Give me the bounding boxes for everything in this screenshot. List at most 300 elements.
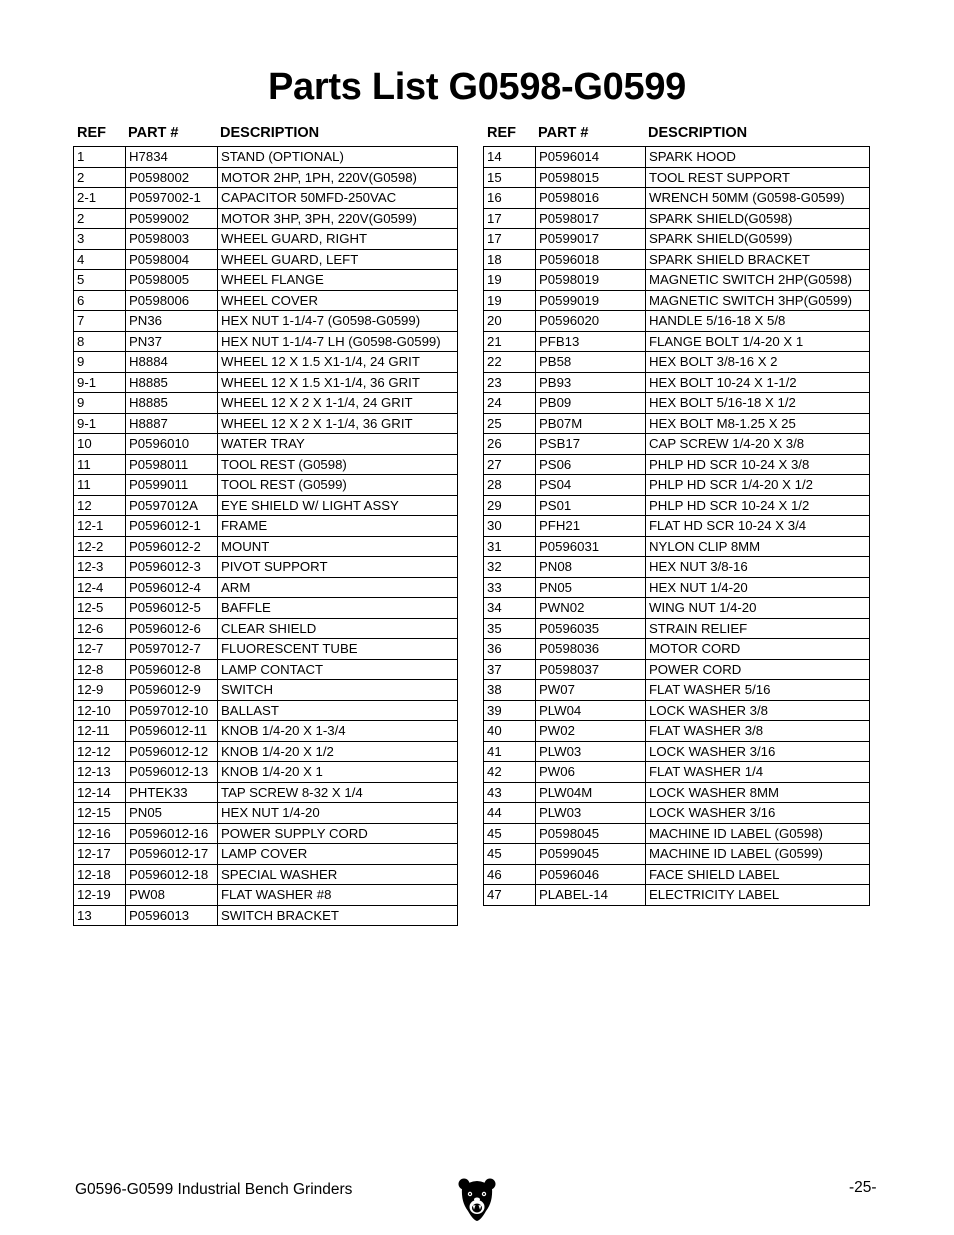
description-cell: ARM <box>218 577 458 598</box>
part-number-cell: PN36 <box>126 311 218 332</box>
part-number-cell: PS01 <box>536 495 646 516</box>
part-number-cell: P0596012-12 <box>126 741 218 762</box>
table-row <box>74 311 458 332</box>
ref-cell: 19 <box>484 290 536 311</box>
description-cell: LOCK WASHER 8MM <box>646 782 870 803</box>
ref-cell: 26 <box>484 434 536 455</box>
table-row <box>484 475 870 496</box>
description-cell: WING NUT 1/4-20 <box>646 598 870 619</box>
table-row <box>74 905 458 926</box>
part-number-cell: P0599011 <box>126 475 218 496</box>
description-cell: LAMP COVER <box>218 844 458 865</box>
table-row <box>484 516 870 537</box>
ref-cell: 12-18 <box>74 864 126 885</box>
table-row <box>74 536 458 557</box>
ref-cell: 12-5 <box>74 598 126 619</box>
description-cell: KNOB 1/4-20 X 1-3/4 <box>218 721 458 742</box>
description-cell: HEX NUT 1/4-20 <box>218 803 458 824</box>
description-cell: POWER SUPPLY CORD <box>218 823 458 844</box>
table-row <box>74 393 458 414</box>
part-number-cell: P0596012-13 <box>126 762 218 783</box>
part-number-cell: P0598005 <box>126 270 218 291</box>
table-row <box>484 598 870 619</box>
ref-cell: 9 <box>74 393 126 414</box>
part-number-cell: P0596012-2 <box>126 536 218 557</box>
ref-cell: 2 <box>74 208 126 229</box>
ref-cell: 12-1 <box>74 516 126 537</box>
part-number-cell: PSB17 <box>536 434 646 455</box>
description-cell: SWITCH BRACKET <box>218 905 458 926</box>
table-row <box>484 803 870 824</box>
ref-cell: 38 <box>484 680 536 701</box>
table-row <box>74 434 458 455</box>
table-row <box>484 393 870 414</box>
ref-cell: 44 <box>484 803 536 824</box>
table-row <box>74 229 458 250</box>
ref-cell: 18 <box>484 249 536 270</box>
description-cell: SPECIAL WASHER <box>218 864 458 885</box>
ref-cell: 27 <box>484 454 536 475</box>
description-cell: FRAME <box>218 516 458 537</box>
page-title: Parts List G0598-G0599 <box>268 66 686 108</box>
part-number-cell: PB93 <box>536 372 646 393</box>
ref-cell: 12-6 <box>74 618 126 639</box>
description-cell: FLAT HD SCR 10-24 X 3/4 <box>646 516 870 537</box>
table-row <box>74 639 458 660</box>
part-number-cell: P0596020 <box>536 311 646 332</box>
description-cell: LAMP CONTACT <box>218 659 458 680</box>
part-number-cell: P0598036 <box>536 639 646 660</box>
ref-cell: 12 <box>74 495 126 516</box>
ref-cell: 45 <box>484 844 536 865</box>
table-row <box>74 352 458 373</box>
table-row <box>74 885 458 906</box>
part-column-header: PART # <box>538 125 589 141</box>
ref-cell: 33 <box>484 577 536 598</box>
description-cell: FLUORESCENT TUBE <box>218 639 458 660</box>
part-number-cell: P0596012-11 <box>126 721 218 742</box>
part-number-cell: P0596035 <box>536 618 646 639</box>
part-number-cell: H8885 <box>126 393 218 414</box>
ref-cell: 20 <box>484 311 536 332</box>
description-cell: BAFFLE <box>218 598 458 619</box>
ref-cell: 6 <box>74 290 126 311</box>
table-row <box>74 372 458 393</box>
ref-cell: 28 <box>484 475 536 496</box>
table-row <box>484 659 870 680</box>
ref-cell: 37 <box>484 659 536 680</box>
table-row <box>74 577 458 598</box>
ref-cell: 12-10 <box>74 700 126 721</box>
table-row <box>74 721 458 742</box>
description-cell: NYLON CLIP 8MM <box>646 536 870 557</box>
part-number-cell: P0598003 <box>126 229 218 250</box>
ref-cell: 23 <box>484 372 536 393</box>
description-cell: SPARK HOOD <box>646 147 870 168</box>
description-column-header: DESCRIPTION <box>648 125 748 141</box>
table-row <box>484 885 870 906</box>
table-row <box>74 618 458 639</box>
description-cell: SPARK SHIELD BRACKET <box>646 249 870 270</box>
ref-cell: 40 <box>484 721 536 742</box>
table-row <box>484 557 870 578</box>
description-cell: FLAT WASHER #8 <box>218 885 458 906</box>
description-cell: ELECTRICITY LABEL <box>646 885 870 906</box>
ref-cell: 8 <box>74 331 126 352</box>
part-number-cell: P0599019 <box>536 290 646 311</box>
part-number-cell: P0598004 <box>126 249 218 270</box>
description-cell: KNOB 1/4-20 X 1 <box>218 762 458 783</box>
table-row <box>484 823 870 844</box>
ref-cell: 12-9 <box>74 680 126 701</box>
table-row <box>484 434 870 455</box>
description-cell: CAPACITOR 50MFD-250VAC <box>218 188 458 209</box>
ref-cell: 12-4 <box>74 577 126 598</box>
ref-cell: 9-1 <box>74 372 126 393</box>
description-cell: STRAIN RELIEF <box>646 618 870 639</box>
table-row <box>484 352 870 373</box>
description-cell: PIVOT SUPPORT <box>218 557 458 578</box>
table-row <box>74 557 458 578</box>
ref-cell: 12-7 <box>74 639 126 660</box>
part-number-cell: P0596013 <box>126 905 218 926</box>
part-number-cell: PW06 <box>536 762 646 783</box>
part-number-cell: PB09 <box>536 393 646 414</box>
part-number-cell: H8885 <box>126 372 218 393</box>
table-header <box>483 121 870 146</box>
ref-cell: 7 <box>74 311 126 332</box>
ref-cell: 9-1 <box>74 413 126 434</box>
parts-table-right <box>483 121 870 906</box>
table-row <box>74 782 458 803</box>
table-row <box>74 208 458 229</box>
ref-cell: 31 <box>484 536 536 557</box>
parts-table-left <box>73 121 458 926</box>
ref-cell: 35 <box>484 618 536 639</box>
table-row <box>74 495 458 516</box>
part-number-cell: P0596012-16 <box>126 823 218 844</box>
part-number-cell: P0598016 <box>536 188 646 209</box>
table-row <box>484 577 870 598</box>
ref-cell: 14 <box>484 147 536 168</box>
part-number-cell: PN05 <box>126 803 218 824</box>
part-number-cell: PB58 <box>536 352 646 373</box>
description-cell: MACHINE ID LABEL (G0599) <box>646 844 870 865</box>
description-column-header: DESCRIPTION <box>220 125 320 141</box>
description-cell: MOTOR 2HP, 1PH, 220V(G0598) <box>218 167 458 188</box>
description-cell: FLAT WASHER 3/8 <box>646 721 870 742</box>
table-row <box>74 598 458 619</box>
table-row <box>484 270 870 291</box>
part-number-cell: PLW03 <box>536 741 646 762</box>
part-number-cell: H8887 <box>126 413 218 434</box>
table-row <box>74 475 458 496</box>
table-header <box>73 121 458 146</box>
ref-cell: 1 <box>74 147 126 168</box>
part-number-cell: H7834 <box>126 147 218 168</box>
part-number-cell: P0596012-6 <box>126 618 218 639</box>
part-number-cell: P0598037 <box>536 659 646 680</box>
table-row <box>74 741 458 762</box>
description-cell: WHEEL GUARD, RIGHT <box>218 229 458 250</box>
ref-cell: 12-3 <box>74 557 126 578</box>
description-cell: LOCK WASHER 3/16 <box>646 741 870 762</box>
part-number-cell: PFH21 <box>536 516 646 537</box>
ref-cell: 21 <box>484 331 536 352</box>
table-row <box>74 270 458 291</box>
description-cell: FLANGE BOLT 1/4-20 X 1 <box>646 331 870 352</box>
part-number-cell: PLABEL-14 <box>536 885 646 906</box>
ref-cell: 11 <box>74 475 126 496</box>
part-number-cell: P0596012-4 <box>126 577 218 598</box>
table-row <box>484 208 870 229</box>
table-row <box>484 864 870 885</box>
part-number-cell: P0599045 <box>536 844 646 865</box>
description-cell: WATER TRAY <box>218 434 458 455</box>
part-number-cell: P0596012-9 <box>126 680 218 701</box>
table-row <box>484 454 870 475</box>
part-number-cell: PLW03 <box>536 803 646 824</box>
part-column-header: PART # <box>128 125 179 141</box>
ref-cell: 30 <box>484 516 536 537</box>
table-row <box>484 229 870 250</box>
table-row <box>484 618 870 639</box>
part-number-cell: P0598019 <box>536 270 646 291</box>
description-cell: FACE SHIELD LABEL <box>646 864 870 885</box>
part-number-cell: P0596012-1 <box>126 516 218 537</box>
ref-column-header: REF <box>487 125 516 141</box>
ref-cell: 12-12 <box>74 741 126 762</box>
part-number-cell: P0596012-8 <box>126 659 218 680</box>
description-cell: CAP SCREW 1/4-20 X 3/8 <box>646 434 870 455</box>
ref-cell: 39 <box>484 700 536 721</box>
description-cell: MOUNT <box>218 536 458 557</box>
ref-cell: 45 <box>484 823 536 844</box>
ref-cell: 12-13 <box>74 762 126 783</box>
part-number-cell: PB07M <box>536 413 646 434</box>
table-row <box>484 721 870 742</box>
description-cell: WHEEL 12 X 2 X 1-1/4, 24 GRIT <box>218 393 458 414</box>
table-row <box>74 762 458 783</box>
ref-cell: 3 <box>74 229 126 250</box>
footer-manual-title: G0596-G0599 Industrial Bench Grinders <box>75 1181 353 1198</box>
description-cell: HANDLE 5/16-18 X 5/8 <box>646 311 870 332</box>
table-row <box>484 311 870 332</box>
description-cell: PHLP HD SCR 10-24 X 1/2 <box>646 495 870 516</box>
table-row <box>484 700 870 721</box>
part-number-cell: PWN02 <box>536 598 646 619</box>
ref-cell: 36 <box>484 639 536 660</box>
description-cell: STAND (OPTIONAL) <box>218 147 458 168</box>
part-number-cell: PN05 <box>536 577 646 598</box>
part-number-cell: P0596012-3 <box>126 557 218 578</box>
ref-cell: 46 <box>484 864 536 885</box>
part-number-cell: P0596010 <box>126 434 218 455</box>
part-number-cell: P0596014 <box>536 147 646 168</box>
description-cell: TOOL REST (G0598) <box>218 454 458 475</box>
table-row <box>484 167 870 188</box>
ref-cell: 29 <box>484 495 536 516</box>
table-row <box>484 495 870 516</box>
table-row <box>74 700 458 721</box>
table-row <box>74 864 458 885</box>
part-number-cell: PFB13 <box>536 331 646 352</box>
description-cell: SWITCH <box>218 680 458 701</box>
part-number-cell: P0599002 <box>126 208 218 229</box>
ref-cell: 12-8 <box>74 659 126 680</box>
part-number-cell: P0596012-18 <box>126 864 218 885</box>
part-number-cell: P0597012-10 <box>126 700 218 721</box>
description-cell: SPARK SHIELD(G0598) <box>646 208 870 229</box>
description-cell: CLEAR SHIELD <box>218 618 458 639</box>
part-number-cell: P0598045 <box>536 823 646 844</box>
description-cell: WHEEL GUARD, LEFT <box>218 249 458 270</box>
ref-cell: 22 <box>484 352 536 373</box>
ref-cell: 43 <box>484 782 536 803</box>
description-cell: FLAT WASHER 5/16 <box>646 680 870 701</box>
table-row <box>484 372 870 393</box>
part-number-cell: PN37 <box>126 331 218 352</box>
table-row <box>484 413 870 434</box>
part-number-cell: PS06 <box>536 454 646 475</box>
ref-cell: 12-15 <box>74 803 126 824</box>
description-cell: MACHINE ID LABEL (G0598) <box>646 823 870 844</box>
description-cell: WHEEL 12 X 1.5 X1-1/4, 36 GRIT <box>218 372 458 393</box>
page-number: -25- <box>849 1179 877 1196</box>
part-number-cell: P0597012-7 <box>126 639 218 660</box>
ref-cell: 5 <box>74 270 126 291</box>
table-row <box>74 147 458 168</box>
part-number-cell: P0597012A <box>126 495 218 516</box>
description-cell: KNOB 1/4-20 X 1/2 <box>218 741 458 762</box>
ref-cell: 10 <box>74 434 126 455</box>
ref-cell: 19 <box>484 270 536 291</box>
ref-cell: 32 <box>484 557 536 578</box>
description-cell: HEX NUT 1-1/4-7 (G0598-G0599) <box>218 311 458 332</box>
ref-cell: 24 <box>484 393 536 414</box>
ref-cell: 12-14 <box>74 782 126 803</box>
table-row <box>484 290 870 311</box>
part-number-cell: PLW04 <box>536 700 646 721</box>
ref-cell: 17 <box>484 229 536 250</box>
ref-cell: 13 <box>74 905 126 926</box>
description-cell: WHEEL 12 X 2 X 1-1/4, 36 GRIT <box>218 413 458 434</box>
table-row <box>484 680 870 701</box>
part-number-cell: P0598011 <box>126 454 218 475</box>
part-number-cell: PN08 <box>536 557 646 578</box>
part-number-cell: PLW04M <box>536 782 646 803</box>
table-row <box>74 680 458 701</box>
part-number-cell: P0598006 <box>126 290 218 311</box>
description-cell: PHLP HD SCR 10-24 X 3/8 <box>646 454 870 475</box>
ref-cell: 12-16 <box>74 823 126 844</box>
ref-cell: 34 <box>484 598 536 619</box>
part-number-cell: PW08 <box>126 885 218 906</box>
part-number-cell: PS04 <box>536 475 646 496</box>
ref-cell: 15 <box>484 167 536 188</box>
table-row <box>484 741 870 762</box>
table-row <box>484 844 870 865</box>
ref-cell: 4 <box>74 249 126 270</box>
table-row <box>74 454 458 475</box>
ref-cell: 41 <box>484 741 536 762</box>
ref-cell: 16 <box>484 188 536 209</box>
description-cell: HEX BOLT M8-1.25 X 25 <box>646 413 870 434</box>
description-cell: BALLAST <box>218 700 458 721</box>
part-number-cell: P0596046 <box>536 864 646 885</box>
description-cell: PHLP HD SCR 1/4-20 X 1/2 <box>646 475 870 496</box>
ref-cell: 47 <box>484 885 536 906</box>
description-cell: HEX NUT 1/4-20 <box>646 577 870 598</box>
description-cell: SPARK SHIELD(G0599) <box>646 229 870 250</box>
part-number-cell: H8884 <box>126 352 218 373</box>
description-cell: TAP SCREW 8-32 X 1/4 <box>218 782 458 803</box>
description-cell: EYE SHIELD W/ LIGHT ASSY <box>218 495 458 516</box>
part-number-cell: PW02 <box>536 721 646 742</box>
ref-cell: 2-1 <box>74 188 126 209</box>
description-cell: MOTOR CORD <box>646 639 870 660</box>
ref-cell: 25 <box>484 413 536 434</box>
description-cell: FLAT WASHER 1/4 <box>646 762 870 783</box>
table-row <box>74 413 458 434</box>
description-cell: MAGNETIC SWITCH 2HP(G0598) <box>646 270 870 291</box>
table-row <box>484 639 870 660</box>
table-row <box>74 331 458 352</box>
part-number-cell: P0598015 <box>536 167 646 188</box>
description-cell: POWER CORD <box>646 659 870 680</box>
table-row <box>74 659 458 680</box>
table-row <box>74 516 458 537</box>
table-row <box>484 249 870 270</box>
ref-cell: 12-11 <box>74 721 126 742</box>
table-row <box>74 844 458 865</box>
part-number-cell: P0596018 <box>536 249 646 270</box>
table-row <box>484 331 870 352</box>
description-cell: MAGNETIC SWITCH 3HP(G0599) <box>646 290 870 311</box>
description-cell: TOOL REST SUPPORT <box>646 167 870 188</box>
description-cell: MOTOR 3HP, 3PH, 220V(G0599) <box>218 208 458 229</box>
ref-cell: 42 <box>484 762 536 783</box>
table-row <box>74 167 458 188</box>
part-number-cell: P0598017 <box>536 208 646 229</box>
part-number-cell: P0599017 <box>536 229 646 250</box>
description-cell: HEX NUT 3/8-16 <box>646 557 870 578</box>
table-row <box>74 823 458 844</box>
ref-cell: 12-19 <box>74 885 126 906</box>
description-cell: TOOL REST (G0599) <box>218 475 458 496</box>
description-cell: WHEEL 12 X 1.5 X1-1/4, 24 GRIT <box>218 352 458 373</box>
part-number-cell: P0596012-5 <box>126 598 218 619</box>
ref-cell: 12-17 <box>74 844 126 865</box>
part-number-cell: PW07 <box>536 680 646 701</box>
description-cell: WHEEL FLANGE <box>218 270 458 291</box>
description-cell: HEX NUT 1-1/4-7 LH (G0598-G0599) <box>218 331 458 352</box>
table-row <box>74 249 458 270</box>
part-number-cell: PHTEK33 <box>126 782 218 803</box>
description-cell: WRENCH 50MM (G0598-G0599) <box>646 188 870 209</box>
description-cell: HEX BOLT 10-24 X 1-1/2 <box>646 372 870 393</box>
table-row <box>484 536 870 557</box>
part-number-cell: P0596031 <box>536 536 646 557</box>
ref-cell: 12-2 <box>74 536 126 557</box>
table-row <box>484 762 870 783</box>
description-cell: HEX BOLT 3/8-16 X 2 <box>646 352 870 373</box>
bear-head-logo-icon <box>457 1176 497 1222</box>
description-cell: LOCK WASHER 3/8 <box>646 700 870 721</box>
ref-cell: 9 <box>74 352 126 373</box>
table-row <box>74 188 458 209</box>
description-cell: LOCK WASHER 3/16 <box>646 803 870 824</box>
